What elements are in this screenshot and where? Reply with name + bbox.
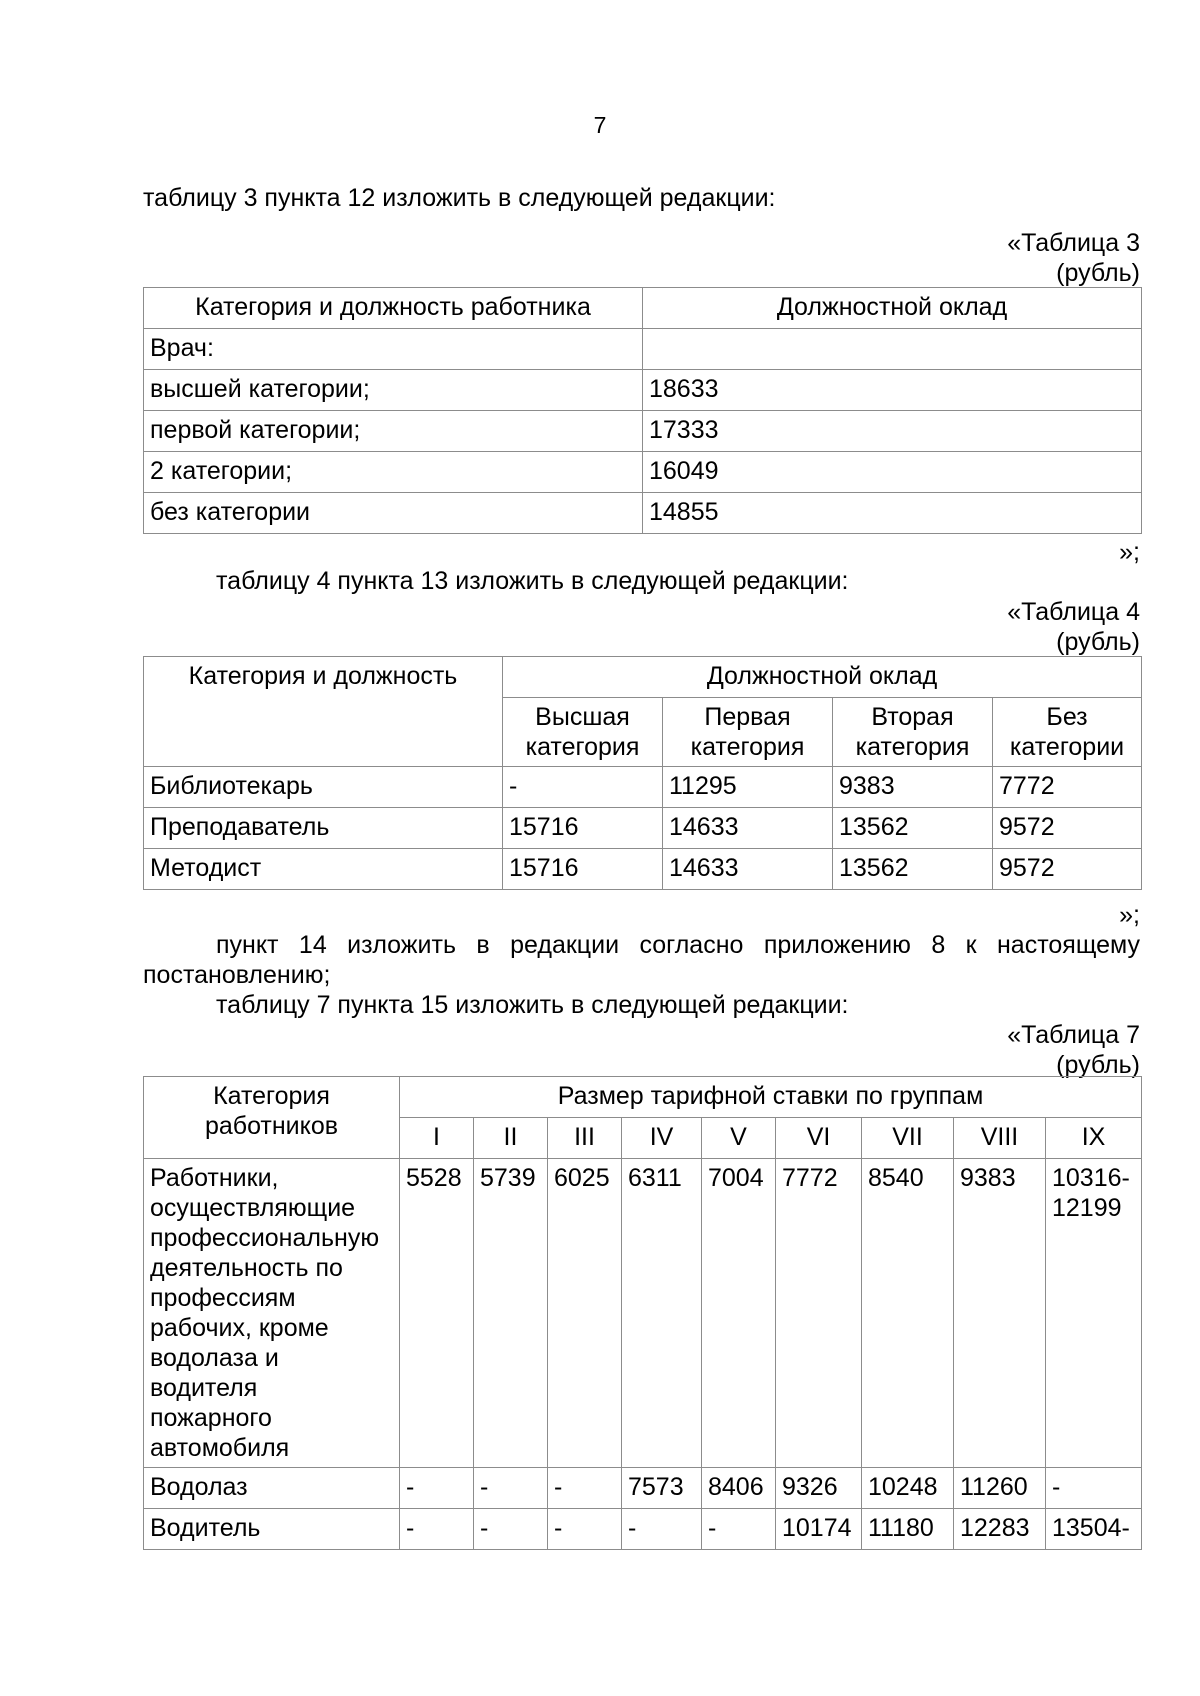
group-header: II [474,1118,548,1159]
group-header: V [702,1118,776,1159]
table-3 [143,287,1142,534]
table-cell: 11180 [862,1509,954,1550]
column-header [144,1077,400,1159]
table-cell: 8406 [702,1468,776,1509]
table-4-close: »; [1119,901,1140,929]
table-header-row [144,288,1142,329]
header-line: Вторая [871,703,954,731]
label-line: профессиям [150,1284,296,1312]
header-line: категория [690,733,805,761]
column-group-header: Размер тарифной ставки по группам [400,1077,1142,1118]
value-line: 10316- [1052,1164,1130,1192]
table-cell: 10248 [862,1468,954,1509]
label-line: пожарного [150,1404,272,1432]
table-row [144,808,1142,849]
table-cell: 11295 [663,767,833,808]
column-header: Категория и должность [144,657,503,767]
table-cell: 15716 [503,808,663,849]
table-cell: 11260 [954,1468,1046,1509]
table-header-row [144,657,1142,698]
label-line: Работники, [150,1164,279,1192]
table-row [144,411,1142,452]
table-cell [1046,1159,1142,1468]
table-cell: 9326 [776,1468,862,1509]
header-line: категория [855,733,970,761]
table-cell: Водолаз [144,1468,400,1509]
table-3-close: »; [1119,538,1140,566]
table-cell: - [702,1509,776,1550]
table-cell: Библиотекарь [144,767,503,808]
table-row [144,767,1142,808]
table-row [144,493,1142,534]
table-row [144,1509,1142,1550]
table-cell: - [474,1509,548,1550]
table-cell: - [503,767,663,808]
group-header: VIII [954,1118,1046,1159]
table-cell: - [1046,1468,1142,1509]
table-4 [143,656,1142,890]
label-line: автомобиля [150,1434,290,1462]
table-cell: 14633 [663,808,833,849]
table-cell: 5528 [400,1159,474,1468]
table-cell [144,1159,400,1468]
page-number: 7 [593,112,607,138]
column-header [993,698,1142,767]
value-line: 12199 [1052,1194,1122,1222]
table-cell: 6311 [622,1159,702,1468]
table-cell: Водитель [144,1509,400,1550]
table-header-row [144,1077,1142,1118]
group-header: III [548,1118,622,1159]
table-cell: 16049 [643,452,1142,493]
intro-table-7: таблицу 7 пункта 15 изложить в следующей редакции: [216,991,849,1019]
table-row [144,1468,1142,1509]
header-line: Первая [704,703,791,731]
table-cell: Врач: [144,329,643,370]
table-4-unit: (рубль) [1056,628,1140,656]
table-cell: 14633 [663,849,833,890]
table-cell: - [400,1509,474,1550]
header-line: работников [204,1112,339,1140]
table-cell: - [548,1509,622,1550]
table-cell: 9383 [954,1159,1046,1468]
table-row [144,452,1142,493]
table-cell: 7772 [993,767,1142,808]
table-cell: 2 категории; [144,452,643,493]
group-header: IX [1046,1118,1142,1159]
table-cell: 14855 [643,493,1142,534]
column-group-header: Должностной оклад [503,657,1142,698]
table-cell: 13562 [833,849,993,890]
column-header: Категория и должность работника [144,288,643,329]
table-cell: высшей категории; [144,370,643,411]
table-cell: 12283 [954,1509,1046,1550]
table-7 [143,1076,1142,1550]
table-cell: Преподаватель [144,808,503,849]
table-cell: 6025 [548,1159,622,1468]
header-line: Высшая [535,703,630,731]
table-cell: - [548,1468,622,1509]
label-line: осуществляющие [150,1194,356,1222]
intro-table-4: таблицу 4 пункта 13 изложить в следующей редакции: [216,567,849,595]
table-cell: 13504- [1046,1509,1142,1550]
label-line: профессиональную [150,1224,380,1252]
table-7-caption: «Таблица 7 [1007,1021,1140,1049]
header-line: категории [1009,733,1125,761]
table-cell: 7573 [622,1468,702,1509]
table-cell: 17333 [643,411,1142,452]
table-7-unit: (рубль) [1056,1051,1140,1079]
table-cell: первой категории; [144,411,643,452]
table-cell: 9572 [993,808,1142,849]
table-row [144,1159,1142,1468]
label-line: водолаза и [150,1344,279,1372]
column-header [503,698,663,767]
table-cell: 18633 [643,370,1142,411]
table-row [144,370,1142,411]
column-header [833,698,993,767]
table-cell: 13562 [833,808,993,849]
table-cell: 15716 [503,849,663,890]
column-header [663,698,833,767]
table-cell: 9572 [993,849,1142,890]
table-cell: 7004 [702,1159,776,1468]
table-cell: 10174 [776,1509,862,1550]
column-header: Должностной оклад [643,288,1142,329]
table-3-caption: «Таблица 3 [1007,229,1140,257]
group-header: VI [776,1118,862,1159]
table-cell: 5739 [474,1159,548,1468]
paragraph-14-line-2: постановлению; [143,961,331,989]
table-cell: - [622,1509,702,1550]
group-header: I [400,1118,474,1159]
label-line: водителя [150,1374,258,1402]
group-header: VII [862,1118,954,1159]
header-line: Без [1046,703,1088,731]
table-cell: 8540 [862,1159,954,1468]
table-cell: Методист [144,849,503,890]
table-row [144,329,1142,370]
table-4-caption: «Таблица 4 [1007,598,1140,626]
table-cell: без категории [144,493,643,534]
label-line: деятельность по [150,1254,343,1282]
table-cell: 9383 [833,767,993,808]
table-cell: - [474,1468,548,1509]
table-cell: 7772 [776,1159,862,1468]
table-cell: - [400,1468,474,1509]
header-line: Категория [213,1082,330,1110]
intro-table-3: таблицу 3 пункта 12 изложить в следующей редакции: [143,184,776,212]
table-cell [643,329,1142,370]
label-line: рабочих, кроме [150,1314,329,1342]
group-header: IV [622,1118,702,1159]
paragraph-14-line-1: пункт 14 изложить в редакции согласно приложению 8 к настоящему [216,931,1140,959]
table-row [144,849,1142,890]
header-line: категория [525,733,640,761]
table-3-unit: (рубль) [1056,259,1140,287]
